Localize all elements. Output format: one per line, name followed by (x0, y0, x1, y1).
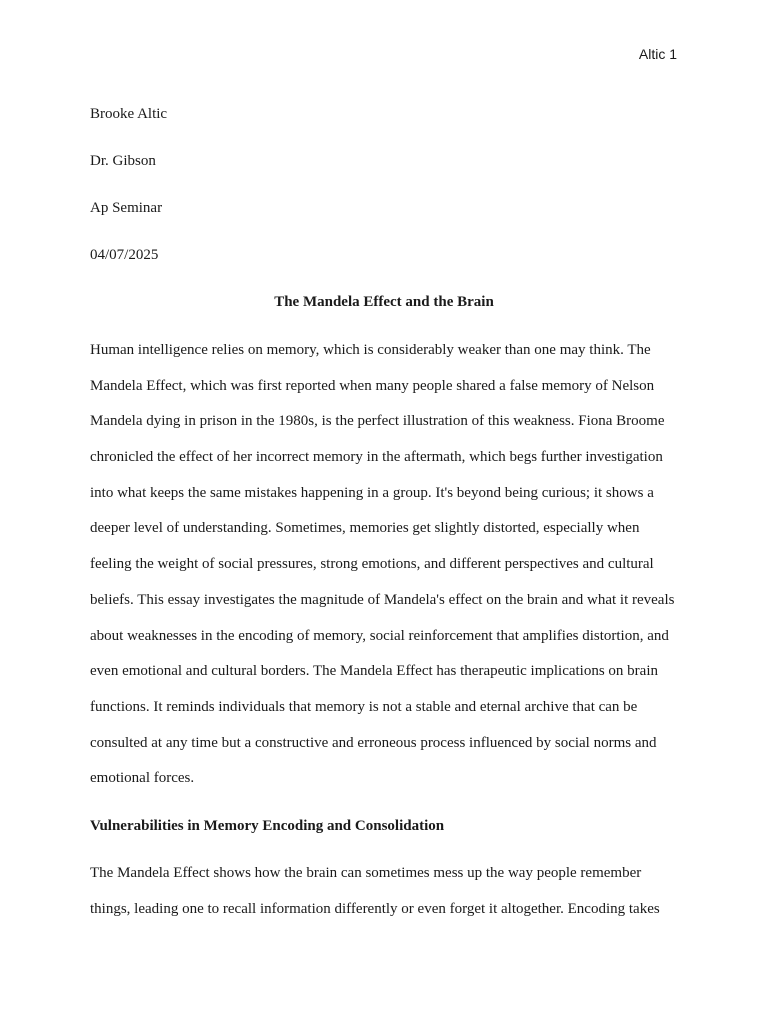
paragraph-line: Human intelligence relies on memory, which is considerably weaker than one may think. The (90, 342, 651, 358)
paragraph-line: things, leading one to recall information differently or even forget it altogether. Encoding takes (90, 901, 660, 917)
course-name: Ap Seminar (90, 200, 163, 216)
paragraph-line: deeper level of understanding. Sometimes, memories get slightly distorted, especially when (90, 520, 640, 536)
paragraph-line: Mandela Effect, which was first reported when many people shared a false memory of Nelson (90, 378, 655, 394)
paragraph-line: about weaknesses in the encoding of memory, social reinforcement that amplifies distortion, and (90, 628, 669, 644)
paragraph-line: functions. It reminds individuals that memory is not a stable and eternal archive that can be (90, 699, 638, 715)
date-line: 04/07/2025 (90, 247, 159, 263)
running-head: Altic 1 (638, 46, 677, 62)
section-heading: Vulnerabilities in Memory Encoding and Consolidation (90, 818, 445, 834)
paragraph-line: even emotional and cultural borders. The Mandela Effect has therapeutic implications on brain (90, 663, 659, 679)
paragraph-line: chronicled the effect of her incorrect memory in the aftermath, which begs further investigation (90, 449, 663, 465)
paragraph-line: consulted at any time but a constructive and erroneous process influenced by social norms and (90, 735, 657, 751)
essay-title: The Mandela Effect and the Brain (274, 294, 494, 310)
paragraph-line: emotional forces. (90, 770, 195, 786)
author-name: Brooke Altic (90, 106, 168, 122)
instructor-name: Dr. Gibson (90, 153, 156, 169)
paragraph-line: beliefs. This essay investigates the magnitude of Mandela's effect on the brain and what it reveals (90, 592, 675, 608)
paragraph-line: into what keeps the same mistakes happening in a group. It's beyond being curious; it shows a (90, 485, 654, 501)
paragraph-line: Mandela dying in prison in the 1980s, is the perfect illustration of this weakness. Fiona Broome (90, 413, 665, 429)
paragraph-line: feeling the weight of social pressures, strong emotions, and different perspectives and cultural (90, 556, 654, 572)
paragraph-line: The Mandela Effect shows how the brain can sometimes mess up the way people remember (90, 865, 642, 881)
